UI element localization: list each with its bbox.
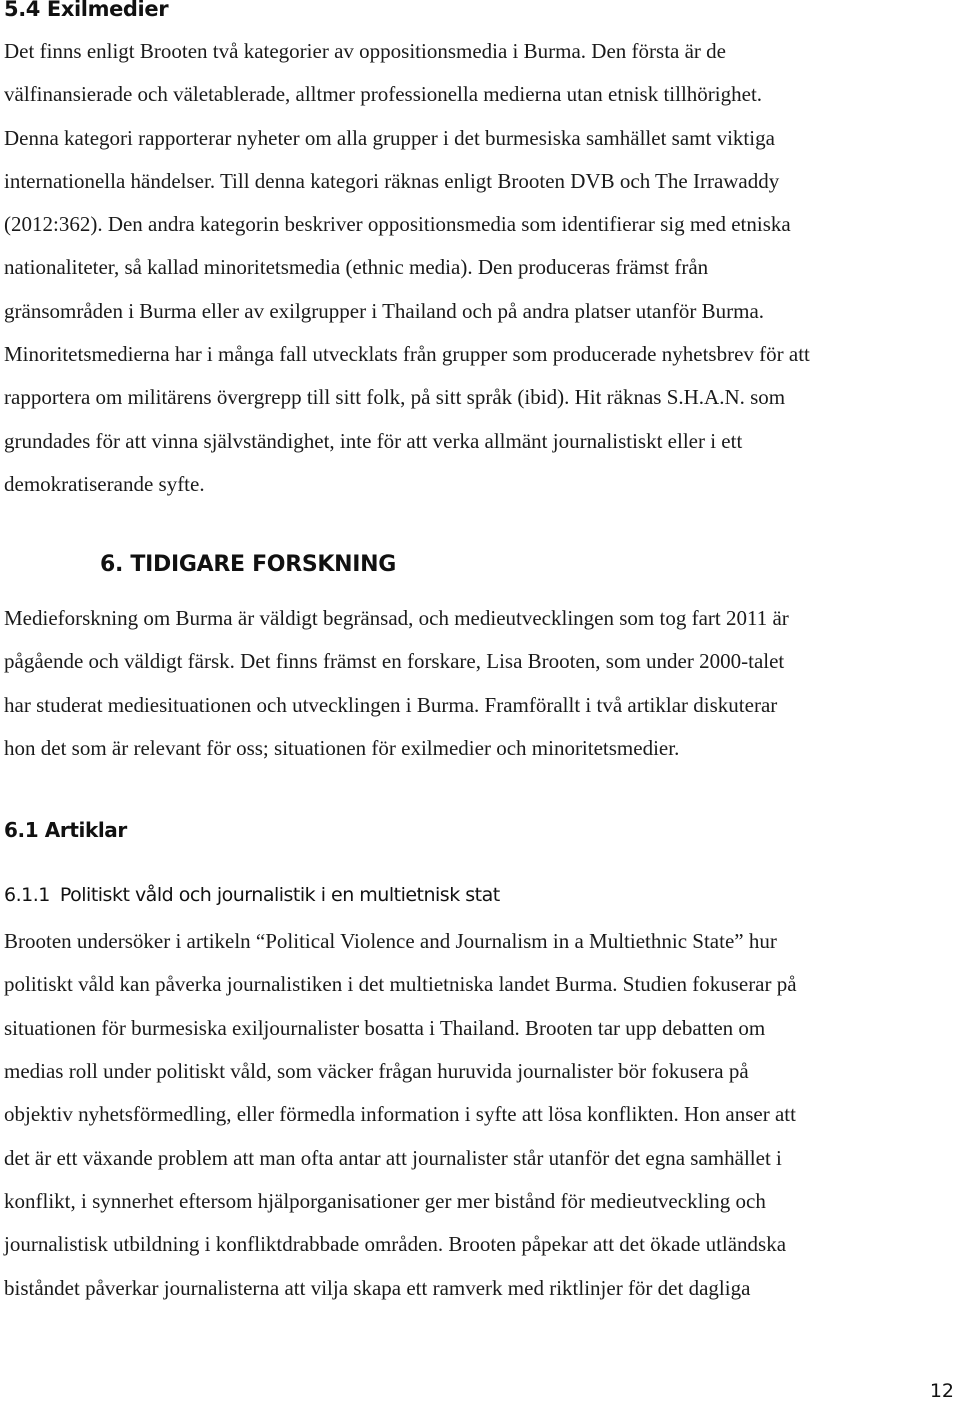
page-number: 12 <box>929 1380 954 1402</box>
text-line: Denna kategori rapporterar nyheter om alla grupper i det burmesiska samhället samt viktiga <box>4 125 775 150</box>
text-line: biståndet påverkar journalisterna att vilja skapa ett ramverk med riktlinjer för det dagliga <box>4 1275 751 1300</box>
subsection-heading-politiskt-vald <box>4 884 500 906</box>
text-line: objektiv nyhetsförmedling, eller förmedla information i syfte att lösa konflikten. Hon anser att <box>4 1102 796 1127</box>
text-line: konflikt, i synnerhet eftersom hjälporganisationer ger mer bistånd för medieutveckling och <box>4 1189 766 1214</box>
text-line: demokratiserande syfte. <box>4 471 205 496</box>
text-line: nationaliteter, så kallad minoritetsmedia (ethnic media). Den produceras främst från <box>4 255 709 280</box>
paragraph-exilmedier <box>4 30 810 506</box>
text-line: har studerat mediesituationen och utvecklingen i Burma. Framförallt i två artiklar diskuterar <box>4 692 778 717</box>
text-line: hon det som är relevant för oss; situationen för exilmedier och minoritetsmedier. <box>4 736 680 761</box>
text-line: det är ett växande problem att man ofta antar att journalister står utanför det egna samhället i <box>4 1145 782 1170</box>
paragraph-politiskt-vald <box>4 920 797 1310</box>
text-line: pågående och väldigt färsk. Det finns främst en forskare, Lisa Brooten, som under 2000-talet <box>4 649 785 674</box>
text-line: Brooten undersöker i artikeln “Political Violence and Journalism in a Multiethnic State” hur <box>4 929 777 953</box>
text-line: medias roll under politiskt våld, som väcker frågan huruvida journalister bör fokusera på <box>4 1059 749 1084</box>
section-heading-artiklar: 6.1 Artiklar <box>4 818 127 842</box>
subsection-title: Politiskt våld och journalistik i en multietnisk stat <box>59 884 500 906</box>
text-line: situationen för burmesiska exiljournalister bosatta i Thailand. Brooten tar upp debatten om <box>4 1015 766 1040</box>
text-line: journalistisk utbildning i konfliktdrabbade områden. Brooten påpekar att det ökade utländska <box>4 1232 787 1257</box>
section-heading-exilmedier: 5.4 Exilmedier <box>4 0 169 21</box>
text-line: internationella händelser. Till denna kategori räknas enligt Brooten DVB och The Irrawaddy <box>4 168 780 193</box>
subsection-number: 6.1.1 <box>4 884 50 906</box>
text-line: rapportera om militärens övergrepp till sitt folk, på sitt språk (ibid). Hit räknas S.H.A.N. som <box>4 385 786 410</box>
text-line: Det finns enligt Brooten två kategorier av oppositionsmedia i Burma. Den första är de <box>4 39 726 63</box>
text-line: grundades för att vinna självständighet, inte för att verka allmänt journalistiskt eller i ett <box>4 428 743 453</box>
chapter-heading-tidigare-forskning: 6. TIDIGARE FORSKNING <box>100 552 397 577</box>
text-line: gränsområden i Burma eller av exilgrupper i Thailand och på andra platser utanför Burma. <box>4 298 765 323</box>
text-line: politiskt våld kan påverka journalistiken i det multietniska landet Burma. Studien fokuserar på <box>4 972 797 997</box>
text-line: Minoritetsmedierna har i många fall utvecklats från grupper som producerade nyhetsbrev för att <box>4 342 810 367</box>
text-line: välfinansierade och väletablerade, alltmer professionella medierna utan etnisk tillhörighet. <box>4 82 763 107</box>
text-line: Medieforskning om Burma är väldigt begränsad, och medieutvecklingen som tog fart 2011 är <box>4 606 789 630</box>
text-line: (2012:362). Den andra kategorin beskriver oppositionsmedia som identifierar sig med etniska <box>4 212 791 237</box>
paragraph-tidigare-forskning <box>4 597 789 771</box>
